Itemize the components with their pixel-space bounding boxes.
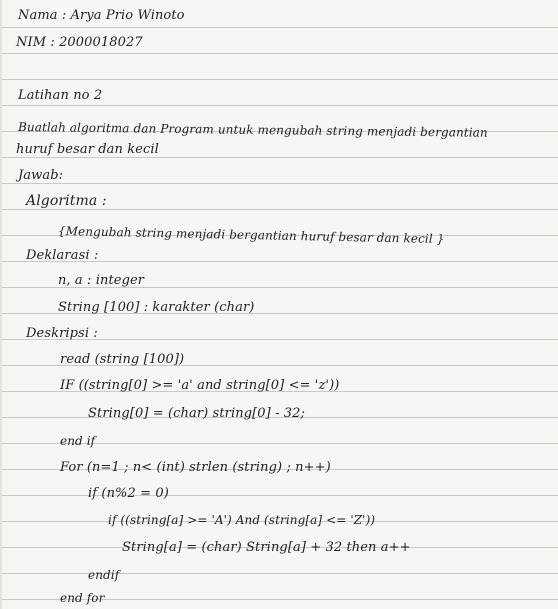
description-line-2: IF ((string[0] >= 'a' and string[0] <= 'z')) [60,378,340,393]
description-line-8: String[a] = (char) String[a] + 32 then a++ [122,540,411,555]
name-line: Nama : Arya Prio Winoto [18,8,185,23]
exercise-title: Latihan no 2 [18,88,103,103]
description-line-5: For (n=1 ; n< (int) strlen (string) ; n++) [60,460,331,475]
description-line-7: if ((string[a] >= 'A') And (string[a] <= 'Z')) [108,513,376,527]
declaration-label: Deklarasi : [26,248,99,263]
answer-label: Jawab: [18,168,64,183]
description-line-6: if (n%2 = 0) [88,486,169,501]
description-label: Deskripsi : [26,326,98,341]
description-line-9: endif [88,568,120,582]
algorithm-label: Algoritma : [26,193,107,209]
description-line-1: read (string [100]) [60,352,185,367]
task-prompt-line-1: Buatlah algoritma dan Program untuk mengubah string menjadi bergantian [17,120,488,140]
task-prompt-line-2: huruf besar dan kecil [16,142,159,157]
declaration-line-2: String [100] : karakter (char) [58,300,255,315]
algorithm-description: {Mengubah string menjadi bergantian huruf besar dan kecil } [57,224,445,247]
nim-line: NIM : 2000018027 [16,35,143,50]
description-line-10: end for [60,591,105,605]
page-margin-edge [0,0,2,609]
description-line-3: String[0] = (char) string[0] - 32; [88,406,306,421]
declaration-line-1: n, a : integer [58,273,145,288]
description-line-4: end if [60,434,96,448]
